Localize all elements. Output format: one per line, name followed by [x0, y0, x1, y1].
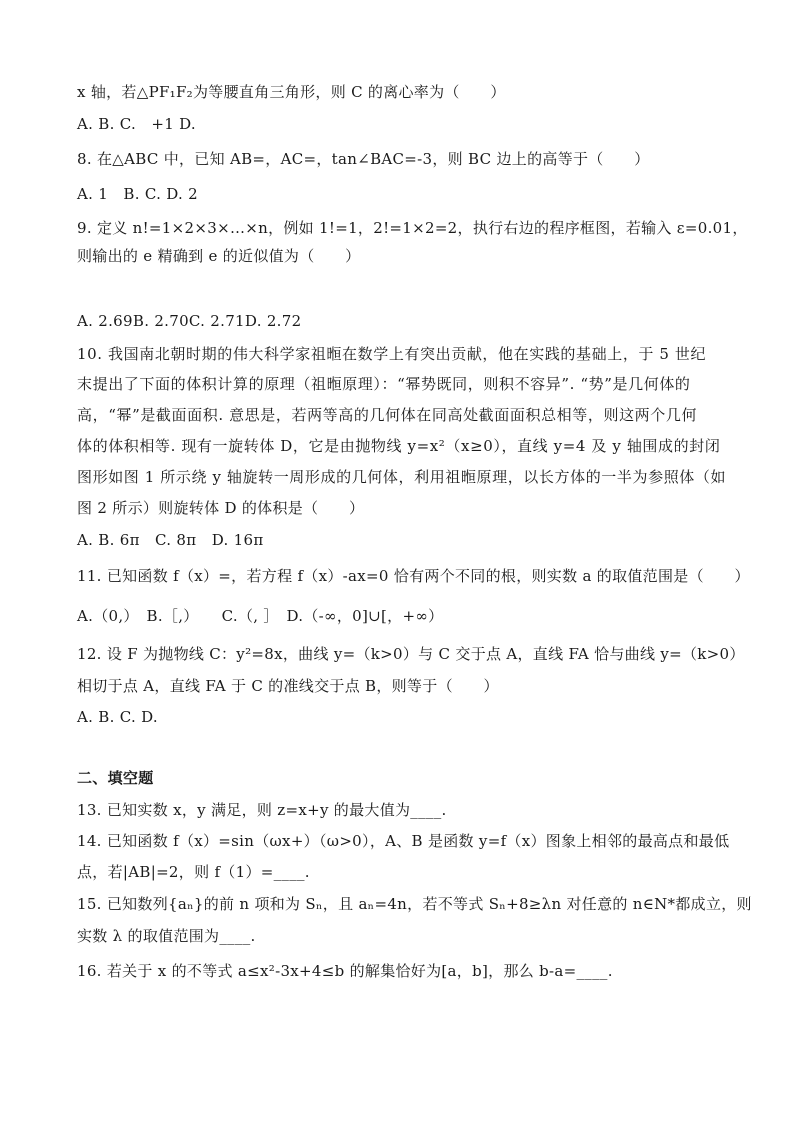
- q10-stem-line4: 体的体积相等. 现有一旋转体 D，它是由抛物线 y=x²（x≥0），直线 y=4 及 y 轴围成的封闭: [77, 437, 721, 455]
- q9-stem-line2: 则输出的 e 精确到 e 的近似值为（ ）: [77, 247, 361, 265]
- q14-stem-line2: 点，若|AB|=2，则 f（1）=____.: [77, 863, 310, 881]
- q10-stem-line5: 图形如图 1 所示绕 y 轴旋转一周形成的几何体，利用祖暅原理，以长方体的一半为参照体（如: [77, 468, 727, 486]
- q16-stem: 16. 若关于 x 的不等式 a≤x²-3x+4≤b 的解集恰好为[a，b]，那么 b-a=____.: [77, 962, 613, 980]
- q7-continuation: x 轴，若△PF₁F₂为等腰直角三角形，则 C 的离心率为（ ）: [77, 83, 506, 101]
- q8-stem: 8. 在△ABC 中，已知 AB=，AC=，tan∠BAC=-3，则 BC 边上的高等于（ ）: [77, 150, 650, 168]
- q14-stem-line1: 14. 已知函数 f（x）=sin（ωx+）（ω>0），A、B 是函数 y=f（x）图象上相邻的最高点和最低: [77, 832, 730, 850]
- q10-stem-line1: 10. 我国南北朝时期的伟大科学家祖暅在数学上有突出贡献，他在实践的基础上，于 5 世纪: [77, 345, 707, 363]
- q10-stem-line2: 末提出了下面的体积计算的原理（祖暅原理）：“幂势既同，则积不容异”. “势”是几何体的: [77, 375, 691, 393]
- q9-options: A. 2.69B. 2.70C. 2.71D. 2.72: [77, 312, 302, 330]
- q7-options: A. B. C. +1 D.: [77, 115, 196, 133]
- q12-stem-line1: 12. 设 F 为抛物线 C：y²=8x，曲线 y=（k>0）与 C 交于点 A，直线 FA 恰与曲线 y=（k>0）: [77, 645, 745, 663]
- q13-stem: 13. 已知实数 x，y 满足，则 z=x+y 的最大值为____.: [77, 801, 447, 819]
- q11-options: A.（0,） B.［,） C.（, ］ D.（-∞，0]∪[，+∞）: [77, 607, 444, 625]
- q8-options: A. 1 B. C. D. 2: [77, 185, 199, 203]
- q12-options: A. B. C. D.: [77, 708, 158, 726]
- q10-options: A. B. 6π C. 8π D. 16π: [77, 531, 264, 549]
- q9-stem-line1: 9. 定义 n!=1×2×3×…×n，例如 1!=1，2!=1×2=2，执行右边的程序框图，若输入 ε=0.01，: [77, 219, 748, 237]
- section-heading-fill-in: 二、填空题: [77, 769, 154, 787]
- q15-stem-line2: 实数 λ 的取值范围为____.: [77, 927, 256, 945]
- q12-stem-line2: 相切于点 A，直线 FA 于 C 的准线交于点 B，则等于（ ）: [77, 677, 499, 695]
- q15-stem-line1: 15. 已知数列{aₙ}的前 n 项和为 Sₙ，且 aₙ=4n，若不等式 Sₙ+8≥λn 对任意的 n∈N*都成立，则: [77, 895, 752, 913]
- q10-stem-line6: 图 2 所示）则旋转体 D 的体积是（ ）: [77, 499, 365, 517]
- q10-stem-line3: 高，“幂”是截面面积. 意思是，若两等高的几何体在同高处截面面积总相等，则这两个几何: [77, 406, 698, 424]
- q11-stem: 11. 已知函数 f（x）=，若方程 f（x）-ax=0 恰有两个不同的根，则实数 a 的取值范围是（ ）: [77, 567, 750, 585]
